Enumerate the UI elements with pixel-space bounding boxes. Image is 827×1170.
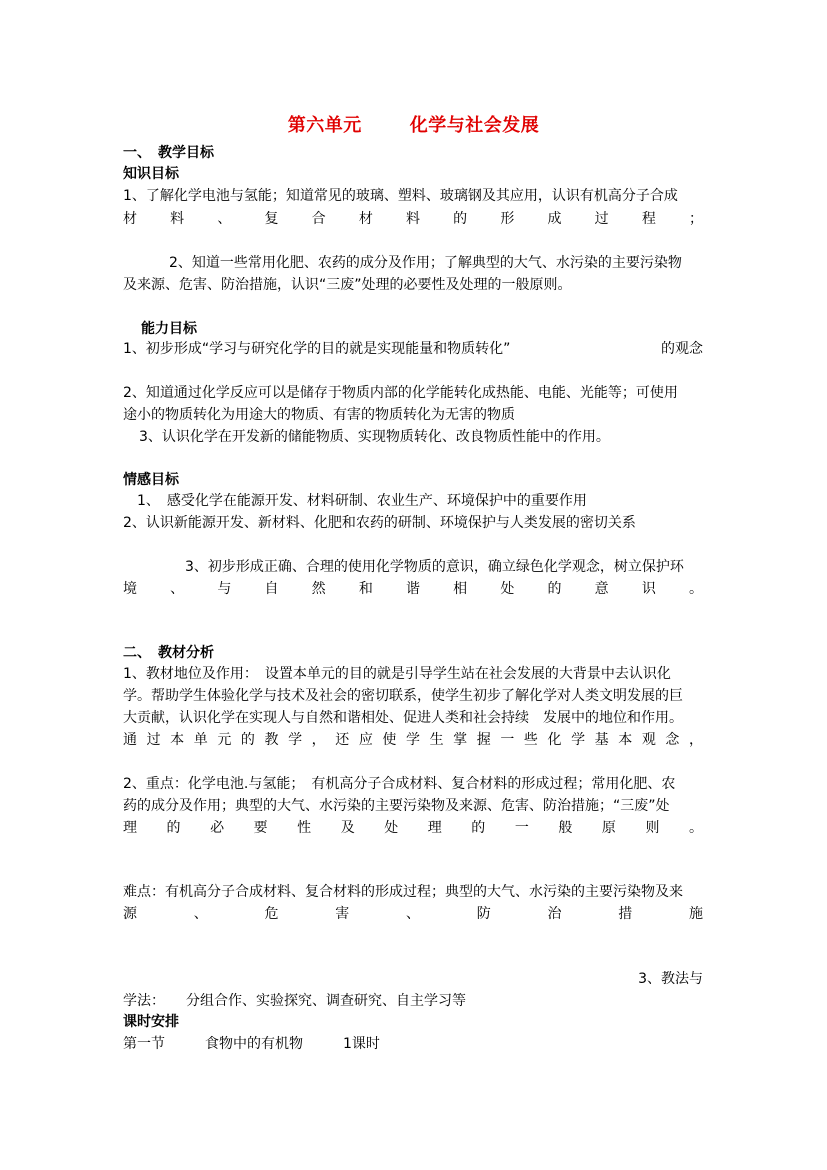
title-unit: 第六单元 (287, 115, 362, 136)
subheading-schedule: 课时安排 (123, 1014, 179, 1030)
subheading-emotion-goals: 情感目标 (123, 472, 179, 488)
emotion-line-2: 2、认识新能源开发、新材料、化肥和农药的研制、环境保护与人类发展的密切关系 (123, 515, 636, 531)
analysis-p1-line-1: 1、教材地位及作用： 设置本单元的目的就是引导学生站在社会发展的大背景中去认识化 (123, 666, 671, 682)
knowledge-line-2: 材料、复合材料的形成过程； (123, 211, 703, 227)
analysis-p2-line-1: 2、重点：化学电池.与氢能； 有机高分子合成材料、复合材料的形成过程；常用化肥、农 (123, 776, 676, 792)
subheading-knowledge-goals: 知识目标 (123, 166, 179, 182)
analysis-p3-line-1: 难点：有机高分子合成材料、复合材料的形成过程；典型的大气、水污染的主要污染物及来 (123, 884, 683, 900)
ability-line-2: 2、知道通过化学反应可以是储存于物质内部的化学能转化成热能、电能、光能等；可使用 (123, 385, 678, 401)
schedule-topic: 食物中的有机物 (205, 1036, 303, 1052)
analysis-p1-line-2: 学。帮助学生体验化学与技术及社会的密切联系，使学生初步了解化学对人类文明发展的巨 (123, 688, 683, 704)
emotion-line-3: 3、初步形成正确、合理的使用化学物质的意识，确立绿色化学观念，树立保护环 (185, 559, 684, 575)
ability-line-1-end: 的观念 (661, 341, 703, 357)
knowledge-line-4: 及来源、危害、防治措施，认识“三废”处理的必要性及处理的一般原则。 (123, 277, 572, 293)
emotion-line-1: 1、 感受化学在能源开发、材料研制、农业生产、环境保护中的重要作用 (137, 493, 587, 509)
analysis-p3-line-2: 源、危害、防治措施 (123, 906, 703, 922)
schedule-row-1 (123, 1034, 703, 1054)
ability-line-1 (123, 339, 703, 359)
ability-line-3: 途小的物质转化为用途大的物质、有害的物质转化为无害的物质 (123, 407, 515, 423)
section-heading-teaching-goals: 一、 教学目标 (123, 145, 214, 161)
ability-line-1-text: 1、初步形成“学习与研究化学的目的就是实现能量和物质转化” (123, 341, 511, 357)
knowledge-line-1: 1、了解化学电池与氢能；知道常见的玻璃、塑料、玻璃钢及其应用，认识有机高分子合成 (123, 188, 678, 204)
page-title (0, 111, 827, 137)
schedule-section: 第一节 (123, 1036, 165, 1052)
ability-line-4: 3、认识化学在开发新的储能物质、实现物质转化、改良物质性能中的作用。 (139, 429, 610, 445)
analysis-p4-line-1: 3、教法与 (638, 971, 703, 987)
subheading-ability-goals: 能力目标 (141, 321, 197, 337)
knowledge-line-3: 2、知道一些常用化肥、农药的成分及作用；了解典型的大气、水污染的主要污染物 (169, 255, 682, 271)
schedule-hours: 1课时 (343, 1036, 380, 1052)
section-heading-material-analysis: 二、 教材分析 (123, 645, 214, 661)
title-topic: 化学与社会发展 (409, 115, 540, 136)
analysis-p1-line-4: 通过本单元的教学，还应使学生掌握一些化学基本观念， (123, 732, 703, 748)
analysis-p1-line-3: 大贡献，认识化学在实现人与自然和谐相处、促进人类和社会持续 发展中的地位和作用。 (123, 710, 683, 726)
analysis-p2-line-2: 药的成分及作用；典型的大气、水污染的主要污染物及来源、危害、防治措施；“三废”处 (123, 798, 670, 814)
emotion-line-4: 境、与自然和谐相处的意识。 (123, 581, 703, 597)
analysis-p2-line-3: 理的必要性及处理的一般原则。 (123, 820, 703, 836)
analysis-p4-line-2: 学法： 分组合作、实验探究、调查研究、自主学习等 (123, 993, 466, 1009)
